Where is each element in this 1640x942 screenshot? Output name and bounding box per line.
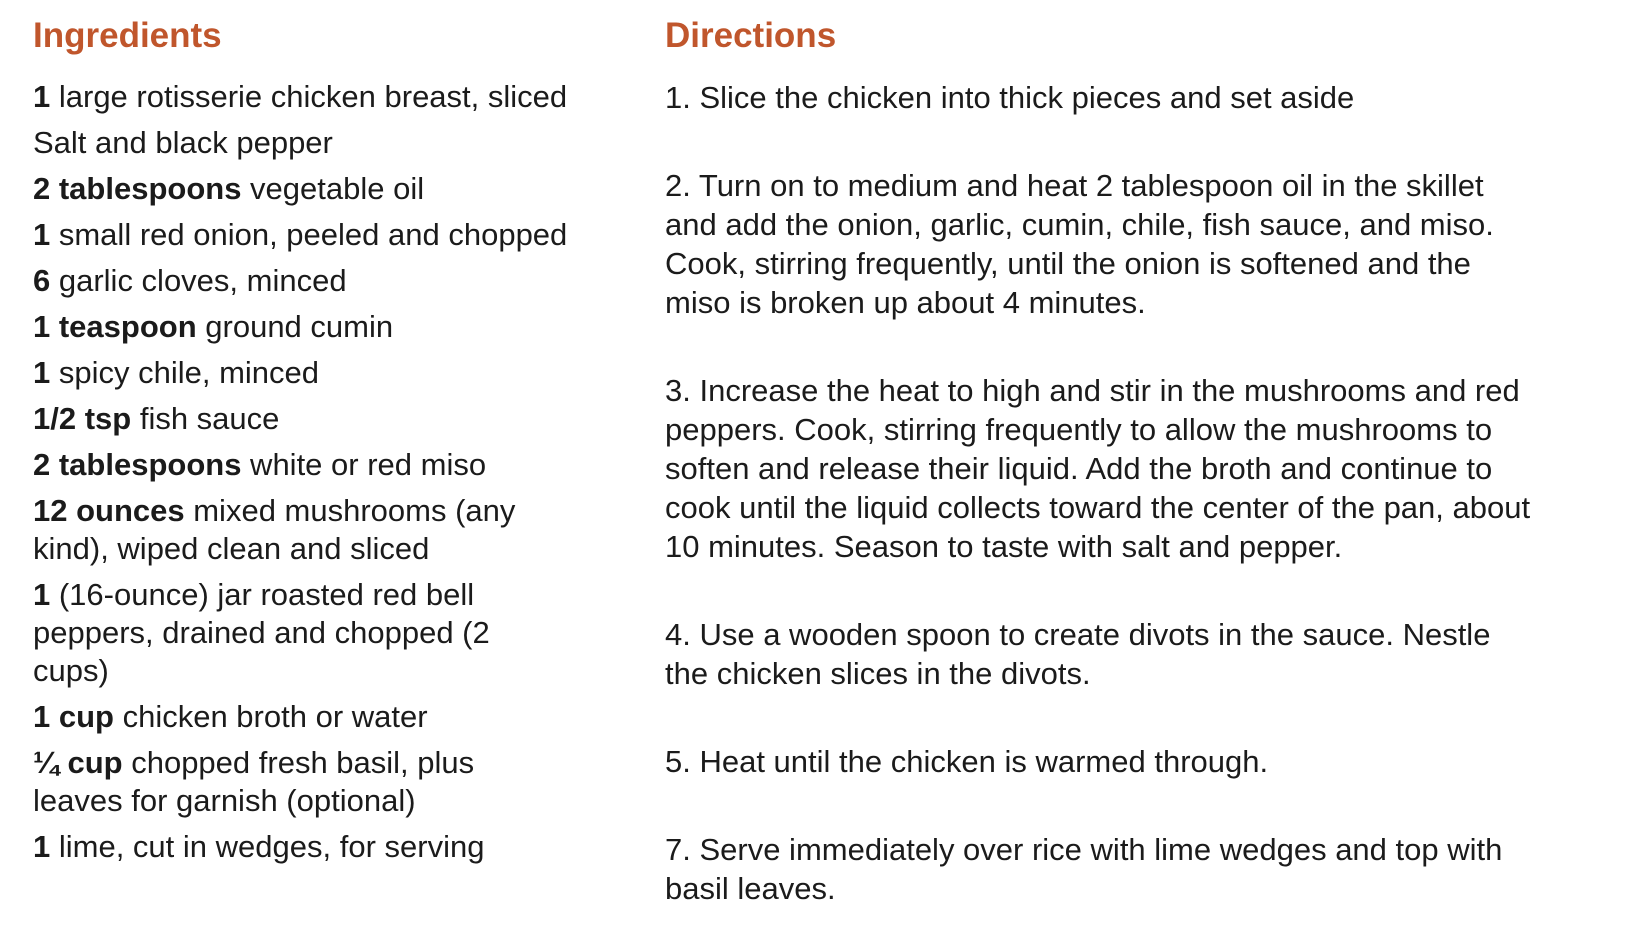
ingredient-quantity: 2 tablespoons [33,171,242,206]
ingredient-quantity: 1 [33,355,51,390]
ingredient-quantity: 2 tablespoons [33,447,242,482]
ingredients-heading: Ingredients [33,16,222,55]
ingredient-quantity: 1 [33,829,51,864]
ingredient-item: 6 garlic cloves, minced [33,263,347,298]
ingredient-item: 1 small red onion, peeled and chopped [33,217,568,252]
ingredient-item: 1 (16-ounce) jar roasted red bell peppers, drained and chopped (2 cups) [33,577,490,688]
direction-step: 1. Slice the chicken into thick pieces and set aside [665,80,1355,115]
ingredient-item: 1 cup chicken broth or water [33,699,428,734]
ingredient-item: 1 spicy chile, minced [33,355,320,390]
direction-step: 3. Increase the heat to high and stir in the mushrooms and red peppers. Cook, stirring frequently to allow the mushrooms to soften and release their liquid. Add the broth and continue to cook until the liquid collects toward the center of the pan, about 10 minutes. Season to taste with salt and pepper. [665,373,1531,564]
ingredient-item: 1 lime, cut in wedges, for serving [33,829,485,864]
ingredient-item: 1 large rotisserie chicken breast, sliced [33,79,568,114]
ingredient-quantity: 1 [33,217,51,252]
directions-list [665,78,1535,908]
ingredient-quantity: 1 [33,79,51,114]
ingredient-item: Salt and black pepper [33,125,333,160]
ingredients-list [33,78,571,866]
direction-step: 2. Turn on to medium and heat 2 tablespoon oil in the skillet and add the onion, garlic, cumin, chile, fish sauce, and miso. Cook, stirring frequently, until the onion is softened and the miso is broken up about 4 minutes. [665,168,1494,320]
direction-step: 5. Heat until the chicken is warmed through. [665,744,1269,779]
ingredient-quantity: 12 ounces [33,493,185,528]
ingredients-section [33,15,571,874]
ingredient-item: 1/2 tsp fish sauce [33,401,280,436]
ingredient-quantity: 1 [33,577,51,612]
direction-step: 4. Use a wooden spoon to create divots in the sauce. Nestle the chicken slices in the divots. [665,617,1491,691]
ingredient-item: 2 tablespoons vegetable oil [33,171,425,206]
direction-step: 7. Serve immediately over rice with lime wedges and top with basil leaves. [665,832,1503,906]
ingredient-quantity: 6 [33,263,51,298]
ingredient-quantity: 1 teaspoon [33,309,197,344]
ingredient-item: 2 tablespoons white or red miso [33,447,487,482]
ingredient-quantity: 1 cup [33,699,114,734]
directions-section [665,15,1535,908]
directions-heading: Directions [665,16,837,55]
ingredient-quantity: ¼ cup [33,745,123,780]
ingredient-item: 1 teaspoon ground cumin [33,309,394,344]
ingredient-item: 12 ounces mixed mushrooms (any kind), wiped clean and sliced [33,493,516,566]
ingredient-quantity: 1/2 tsp [33,401,132,436]
ingredient-item: ¼ cup chopped fresh basil, plus leaves for garnish (optional) [33,745,475,818]
